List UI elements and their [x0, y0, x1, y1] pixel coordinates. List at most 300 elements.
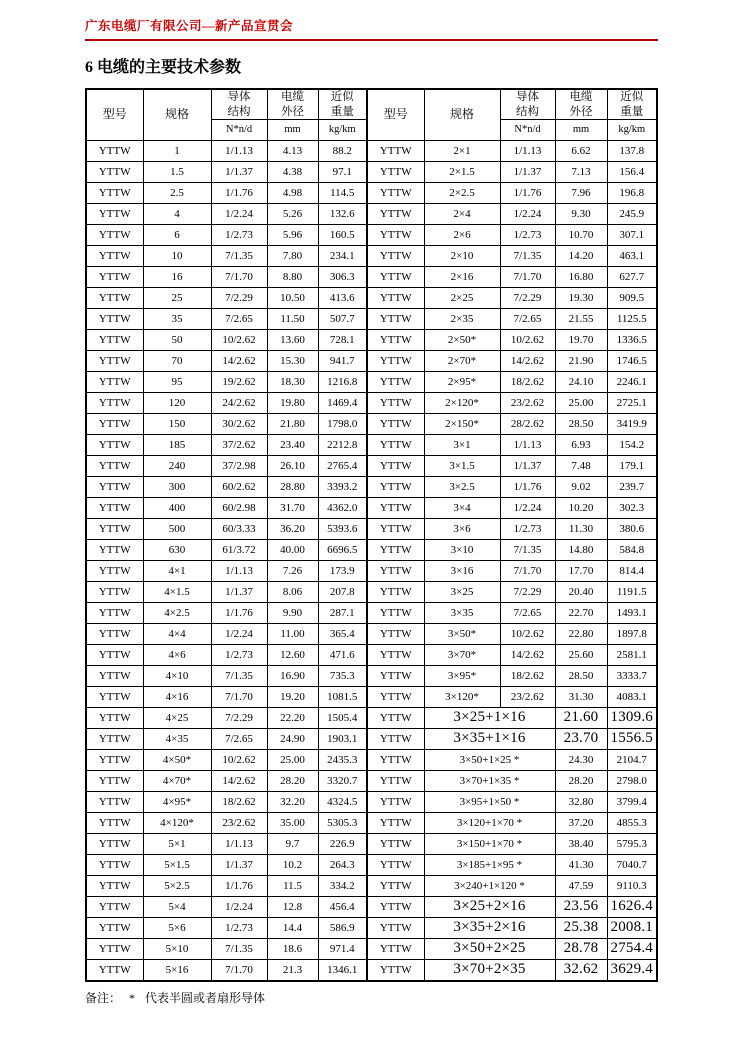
table-cell: 3×16: [424, 561, 500, 582]
table-cell: 5393.6: [318, 519, 367, 540]
table-cell: 7/2.65: [211, 729, 267, 750]
table-cell: 3×120*: [424, 687, 500, 708]
table-cell: 24.90: [267, 729, 318, 750]
table-cell: 1/2.73: [211, 645, 267, 666]
table-cell: 23/2.62: [500, 687, 555, 708]
table-cell: 11.5: [267, 876, 318, 897]
table-cell: 507.7: [318, 309, 367, 330]
table-cell: 18/2.62: [500, 372, 555, 393]
table-cell: 4×120*: [143, 813, 211, 834]
table-cell: 4.38: [267, 162, 318, 183]
table-cell: 14/2.62: [500, 351, 555, 372]
table-cell: 3×2.5: [424, 477, 500, 498]
table-cell: YTTW: [367, 309, 424, 330]
table-cell: 2×16: [424, 267, 500, 288]
table-cell: 154.2: [607, 435, 657, 456]
table-cell: 1/1.76: [211, 183, 267, 204]
table-cell: 10.20: [555, 498, 607, 519]
table-cell: 7.26: [267, 561, 318, 582]
table-cell: YTTW: [367, 540, 424, 561]
table-row: [86, 288, 657, 309]
table-cell: 3×150+1×70 *: [424, 834, 555, 855]
table-cell: 1/1.37: [211, 855, 267, 876]
table-cell: 13.60: [267, 330, 318, 351]
table-cell: YTTW: [367, 582, 424, 603]
table-cell: 1/2.73: [211, 225, 267, 246]
table-cell: YTTW: [367, 792, 424, 813]
table-row: [86, 267, 657, 288]
table-row: [86, 393, 657, 414]
table-row: [86, 225, 657, 246]
table-cell: YTTW: [86, 561, 143, 582]
table-cell: 3×25+1×16: [424, 708, 555, 729]
table-row: [86, 141, 657, 162]
unit-weight-right: kg/km: [607, 120, 657, 141]
table-cell: 3629.4: [607, 960, 657, 982]
table-row: [86, 477, 657, 498]
table-row: [86, 372, 657, 393]
table-cell: 3799.4: [607, 792, 657, 813]
table-cell: 3×25+2×16: [424, 897, 555, 918]
table-cell: 7/2.65: [500, 603, 555, 624]
table-row: [86, 624, 657, 645]
table-cell: 137.8: [607, 141, 657, 162]
table-cell: YTTW: [86, 813, 143, 834]
table-cell: 3320.7: [318, 771, 367, 792]
table-cell: 60/2.62: [211, 477, 267, 498]
table-cell: 22.80: [555, 624, 607, 645]
page-content: [85, 0, 658, 1006]
table-cell: 32.80: [555, 792, 607, 813]
table-cell: 11.00: [267, 624, 318, 645]
column-header-weight-right: 近似重量: [607, 89, 657, 120]
table-cell: 1/2.73: [211, 918, 267, 939]
table-cell: 7/1.35: [500, 540, 555, 561]
table-cell: 1/2.24: [211, 624, 267, 645]
table-cell: 17.70: [555, 561, 607, 582]
table-cell: 8.80: [267, 267, 318, 288]
table-cell: 11.50: [267, 309, 318, 330]
table-cell: 25.38: [555, 918, 607, 939]
table-cell: 7.48: [555, 456, 607, 477]
table-cell: 1/2.24: [211, 897, 267, 918]
table-cell: YTTW: [367, 939, 424, 960]
table-cell: 25.60: [555, 645, 607, 666]
table-cell: 2435.3: [318, 750, 367, 771]
table-cell: 14.4: [267, 918, 318, 939]
table-cell: 4×4: [143, 624, 211, 645]
table-cell: YTTW: [86, 288, 143, 309]
table-cell: 196.8: [607, 183, 657, 204]
table-cell: 1336.5: [607, 330, 657, 351]
table-cell: YTTW: [367, 666, 424, 687]
table-cell: 4: [143, 204, 211, 225]
table-cell: 1493.1: [607, 603, 657, 624]
table-cell: YTTW: [86, 792, 143, 813]
table-cell: 7040.7: [607, 855, 657, 876]
table-cell: YTTW: [367, 393, 424, 414]
table-cell: 5×2.5: [143, 876, 211, 897]
table-cell: 239.7: [607, 477, 657, 498]
asterisk-symbol: *: [129, 991, 136, 1005]
unit-diameter-left: mm: [267, 120, 318, 141]
table-cell: 10/2.62: [500, 330, 555, 351]
table-cell: 20.40: [555, 582, 607, 603]
table-cell: YTTW: [86, 309, 143, 330]
table-cell: 1/1.76: [500, 183, 555, 204]
table-cell: YTTW: [86, 876, 143, 897]
table-row: [86, 918, 657, 939]
table-cell: YTTW: [86, 498, 143, 519]
table-cell: 226.9: [318, 834, 367, 855]
table-cell: 4×16: [143, 687, 211, 708]
table-cell: YTTW: [86, 771, 143, 792]
table-cell: 25.00: [267, 750, 318, 771]
table-cell: 5.96: [267, 225, 318, 246]
table-cell: 18.6: [267, 939, 318, 960]
table-row: [86, 498, 657, 519]
table-cell: 365.4: [318, 624, 367, 645]
table-cell: 16.90: [267, 666, 318, 687]
table-row: [86, 876, 657, 897]
table-cell: YTTW: [367, 708, 424, 729]
table-cell: 240: [143, 456, 211, 477]
table-row: [86, 813, 657, 834]
table-cell: 8.06: [267, 582, 318, 603]
table-cell: YTTW: [86, 729, 143, 750]
table-cell: 3×1: [424, 435, 500, 456]
table-cell: YTTW: [86, 372, 143, 393]
table-cell: 234.1: [318, 246, 367, 267]
table-cell: 19/2.62: [211, 372, 267, 393]
table-cell: 1191.5: [607, 582, 657, 603]
table-cell: 21.3: [267, 960, 318, 982]
table-cell: YTTW: [367, 372, 424, 393]
table-cell: 1/1.37: [211, 582, 267, 603]
cable-parameters-table: [85, 88, 658, 982]
table-cell: YTTW: [367, 687, 424, 708]
table-cell: YTTW: [367, 750, 424, 771]
table-cell: 1469.4: [318, 393, 367, 414]
table-cell: 31.70: [267, 498, 318, 519]
table-cell: YTTW: [86, 666, 143, 687]
table-cell: 7.96: [555, 183, 607, 204]
table-cell: 1556.5: [607, 729, 657, 750]
table-cell: 10: [143, 246, 211, 267]
table-cell: 2×6: [424, 225, 500, 246]
table-cell: 941.7: [318, 351, 367, 372]
table-cell: YTTW: [86, 603, 143, 624]
table-cell: 37.20: [555, 813, 607, 834]
table-cell: 18.30: [267, 372, 318, 393]
table-cell: 120: [143, 393, 211, 414]
table-cell: YTTW: [367, 330, 424, 351]
table-cell: 41.30: [555, 855, 607, 876]
table-cell: 7.13: [555, 162, 607, 183]
table-cell: 3×70*: [424, 645, 500, 666]
table-cell: 7/2.65: [500, 309, 555, 330]
table-cell: YTTW: [86, 351, 143, 372]
table-cell: 302.3: [607, 498, 657, 519]
table-cell: 1/2.73: [500, 225, 555, 246]
table-cell: 627.7: [607, 267, 657, 288]
table-cell: 1/2.24: [211, 204, 267, 225]
table-cell: YTTW: [367, 204, 424, 225]
table-cell: 3×185+1×95 *: [424, 855, 555, 876]
table-row: [86, 414, 657, 435]
table-cell: YTTW: [367, 351, 424, 372]
column-header-model-left: 型号: [86, 89, 143, 141]
table-cell: 3×50+2×25: [424, 939, 555, 960]
table-cell: 60/2.98: [211, 498, 267, 519]
table-cell: 1/1.13: [500, 141, 555, 162]
table-cell: 97.1: [318, 162, 367, 183]
table-cell: 185: [143, 435, 211, 456]
table-cell: 1125.5: [607, 309, 657, 330]
table-cell: 456.4: [318, 897, 367, 918]
table-cell: 2×2.5: [424, 183, 500, 204]
table-cell: 306.3: [318, 267, 367, 288]
table-cell: 3×50+1×25 *: [424, 750, 555, 771]
table-cell: 15.30: [267, 351, 318, 372]
table-cell: 3×35: [424, 603, 500, 624]
table-cell: 32.62: [555, 960, 607, 982]
table-cell: 1/1.13: [500, 435, 555, 456]
table-cell: YTTW: [367, 897, 424, 918]
table-cell: YTTW: [86, 141, 143, 162]
table-cell: 207.8: [318, 582, 367, 603]
table-cell: 14.20: [555, 246, 607, 267]
table-cell: YTTW: [367, 519, 424, 540]
table-cell: 21.55: [555, 309, 607, 330]
table-cell: 2×1: [424, 141, 500, 162]
column-header-diameter-right: 电缆外径: [555, 89, 607, 120]
table-cell: YTTW: [86, 939, 143, 960]
table-cell: 1/1.37: [500, 162, 555, 183]
table-cell: 7/1.35: [211, 246, 267, 267]
table-cell: 9.30: [555, 204, 607, 225]
table-cell: 1/1.76: [211, 876, 267, 897]
table-cell: YTTW: [86, 750, 143, 771]
table-cell: 971.4: [318, 939, 367, 960]
table-cell: 1.5: [143, 162, 211, 183]
table-cell: 16: [143, 267, 211, 288]
table-cell: YTTW: [367, 435, 424, 456]
table-cell: 12.8: [267, 897, 318, 918]
table-cell: YTTW: [367, 267, 424, 288]
table-cell: 88.2: [318, 141, 367, 162]
table-cell: 16.80: [555, 267, 607, 288]
table-cell: 11.30: [555, 519, 607, 540]
table-cell: 23/2.62: [211, 813, 267, 834]
table-cell: 6696.5: [318, 540, 367, 561]
table-cell: 300: [143, 477, 211, 498]
table-cell: 150: [143, 414, 211, 435]
column-header-diameter-left: 电缆外径: [267, 89, 318, 120]
table-cell: 19.70: [555, 330, 607, 351]
table-cell: YTTW: [86, 267, 143, 288]
table-row: [86, 582, 657, 603]
table-cell: YTTW: [367, 603, 424, 624]
table-cell: 500: [143, 519, 211, 540]
table-cell: 4×1.5: [143, 582, 211, 603]
table-cell: YTTW: [86, 897, 143, 918]
table-cell: 735.3: [318, 666, 367, 687]
table-cell: 3×95+1×50 *: [424, 792, 555, 813]
table-cell: 1/2.24: [500, 498, 555, 519]
table-row: [86, 204, 657, 225]
table-row: [86, 540, 657, 561]
table-cell: 4×70*: [143, 771, 211, 792]
table-cell: 4855.3: [607, 813, 657, 834]
table-row: [86, 603, 657, 624]
table-cell: 35: [143, 309, 211, 330]
table-cell: 3×120+1×70 *: [424, 813, 555, 834]
unit-weight-left: kg/km: [318, 120, 367, 141]
table-row: [86, 792, 657, 813]
table-cell: YTTW: [367, 456, 424, 477]
table-cell: 2798.0: [607, 771, 657, 792]
table-cell: 18/2.62: [500, 666, 555, 687]
table-row: [86, 183, 657, 204]
table-cell: YTTW: [367, 813, 424, 834]
table-cell: YTTW: [86, 435, 143, 456]
table-cell: 7/1.35: [211, 666, 267, 687]
table-cell: 7/1.70: [211, 267, 267, 288]
table-cell: 19.80: [267, 393, 318, 414]
table-cell: 5305.3: [318, 813, 367, 834]
table-cell: 909.5: [607, 288, 657, 309]
table-row: [86, 645, 657, 666]
table-cell: YTTW: [86, 204, 143, 225]
table-cell: 28.20: [267, 771, 318, 792]
column-header-conductor-right: 导体结构: [500, 89, 555, 120]
table-row: [86, 708, 657, 729]
table-cell: 463.1: [607, 246, 657, 267]
table-cell: 7/2.29: [500, 288, 555, 309]
table-cell: YTTW: [367, 141, 424, 162]
table-cell: YTTW: [367, 960, 424, 982]
table-cell: YTTW: [367, 624, 424, 645]
table-row: [86, 771, 657, 792]
table-cell: 5795.3: [607, 834, 657, 855]
table-row: [86, 666, 657, 687]
table-cell: 2765.4: [318, 456, 367, 477]
table-cell: 5×10: [143, 939, 211, 960]
table-cell: 3×95*: [424, 666, 500, 687]
table-cell: 4×50*: [143, 750, 211, 771]
table-cell: 10.70: [555, 225, 607, 246]
unit-conductor-left: N*n/d: [211, 120, 267, 141]
table-cell: 12.60: [267, 645, 318, 666]
table-cell: 4.98: [267, 183, 318, 204]
table-cell: 10/2.62: [500, 624, 555, 645]
table-cell: 25: [143, 288, 211, 309]
table-cell: YTTW: [367, 834, 424, 855]
table-cell: 14/2.62: [500, 645, 555, 666]
remark-text: 代表半圆或者扇形导体: [145, 991, 266, 1005]
table-cell: 2725.1: [607, 393, 657, 414]
table-cell: 23.70: [555, 729, 607, 750]
table-cell: 7/2.65: [211, 309, 267, 330]
table-cell: 4.13: [267, 141, 318, 162]
table-row: [86, 687, 657, 708]
table-cell: 4362.0: [318, 498, 367, 519]
table-cell: 4083.1: [607, 687, 657, 708]
table-cell: 5×6: [143, 918, 211, 939]
table-cell: YTTW: [86, 246, 143, 267]
table-cell: 19.30: [555, 288, 607, 309]
company-header: 广东电缆厂有限公司—新产品宣贯会: [85, 19, 294, 33]
table-cell: 2×95*: [424, 372, 500, 393]
table-cell: 2×1.5: [424, 162, 500, 183]
table-cell: 7/1.35: [211, 939, 267, 960]
table-cell: 114.5: [318, 183, 367, 204]
column-header-weight-left: 近似重量: [318, 89, 367, 120]
table-cell: 22.70: [555, 603, 607, 624]
table-cell: 37/2.98: [211, 456, 267, 477]
table-row: [86, 729, 657, 750]
table-cell: 28.20: [555, 771, 607, 792]
table-cell: 3×4: [424, 498, 500, 519]
table-cell: YTTW: [86, 519, 143, 540]
table-cell: YTTW: [86, 183, 143, 204]
table-row: [86, 435, 657, 456]
table-cell: 2×4: [424, 204, 500, 225]
table-cell: 3×35+1×16: [424, 729, 555, 750]
table-row: [86, 351, 657, 372]
table-cell: 1309.6: [607, 708, 657, 729]
table-cell: YTTW: [86, 645, 143, 666]
table-cell: YTTW: [367, 645, 424, 666]
table-cell: 1: [143, 141, 211, 162]
table-cell: 413.6: [318, 288, 367, 309]
table-cell: 4×10: [143, 666, 211, 687]
table-cell: YTTW: [367, 162, 424, 183]
table-cell: 2×150*: [424, 414, 500, 435]
table-cell: 1/1.13: [211, 561, 267, 582]
table-cell: 6.93: [555, 435, 607, 456]
table-cell: 1897.8: [607, 624, 657, 645]
table-cell: 21.80: [267, 414, 318, 435]
table-cell: 7/1.70: [211, 687, 267, 708]
table-cell: 6.62: [555, 141, 607, 162]
table-cell: YTTW: [367, 498, 424, 519]
table-cell: 1626.4: [607, 897, 657, 918]
table-cell: YTTW: [86, 708, 143, 729]
table-cell: 7/2.29: [211, 708, 267, 729]
table-cell: 6: [143, 225, 211, 246]
table-cell: 1798.0: [318, 414, 367, 435]
table-cell: 2×70*: [424, 351, 500, 372]
table-cell: 160.5: [318, 225, 367, 246]
table-cell: 728.1: [318, 330, 367, 351]
table-cell: 30/2.62: [211, 414, 267, 435]
table-cell: 37/2.62: [211, 435, 267, 456]
table-cell: 1/1.13: [211, 834, 267, 855]
table-cell: 22.20: [267, 708, 318, 729]
table-cell: 173.9: [318, 561, 367, 582]
table-cell: 47.59: [555, 876, 607, 897]
table-cell: YTTW: [86, 540, 143, 561]
table-cell: 9.90: [267, 603, 318, 624]
table-cell: 584.8: [607, 540, 657, 561]
table-row: [86, 519, 657, 540]
table-cell: 10.2: [267, 855, 318, 876]
table-row: [86, 246, 657, 267]
table-cell: 245.9: [607, 204, 657, 225]
table-cell: 4×6: [143, 645, 211, 666]
